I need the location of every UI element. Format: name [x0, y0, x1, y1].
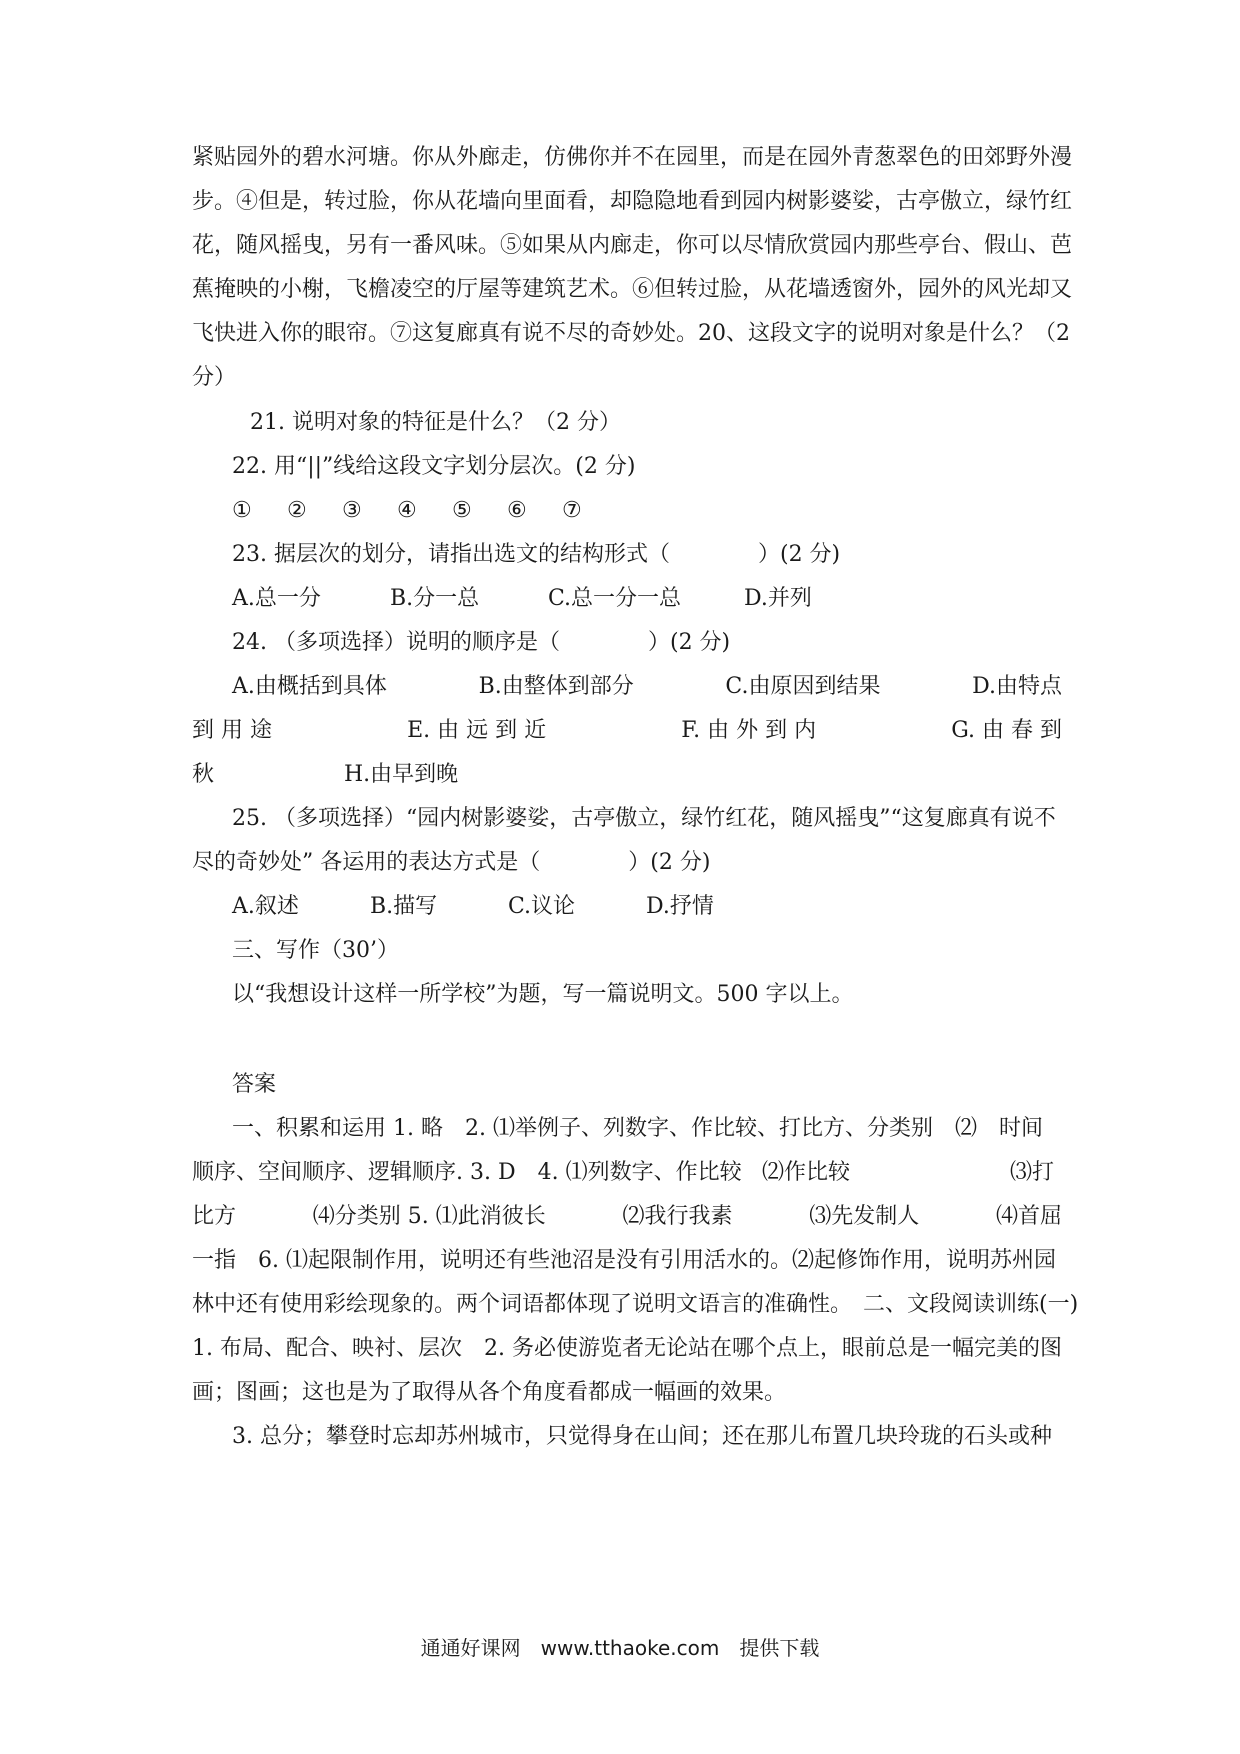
answers-line-2	[192, 1158, 1062, 1188]
option-d-cont: 到 用 途	[192, 718, 272, 743]
option-b: B.分一总	[390, 586, 480, 611]
answers-line-3-part-1: 比方	[192, 1204, 237, 1229]
question-24-options-row-2	[192, 716, 1062, 746]
option-d: D.由特点	[972, 674, 1062, 699]
question-21: 21. 说明对象的特征是什么？（2 分）	[250, 410, 621, 435]
answers-line-1: 一、积累和运用 1. 略 2. ⑴举例子、列数字、作比较、打比方、分类别 ⑵ 时间	[232, 1116, 1043, 1141]
circled-5: ⑤	[452, 498, 472, 523]
passage-line-4: 蕉掩映的小榭，飞檐凌空的厅屋等建筑艺术。⑥但转过脸，从花墙透窗外，园外的风光却又	[192, 277, 1073, 302]
circled-1: ①	[232, 498, 252, 523]
answers-line-8: 3. 总分；攀登时忘却苏州城市，只觉得身在山间；还在那儿布置几块玲珑的石头或种	[232, 1424, 1052, 1449]
answers-line-5: 林中还有使用彩绘现象的。两个词语都体现了说明文语言的准确性。 二、文段阅读训练(一)	[192, 1292, 1079, 1317]
question-24-options-row-1	[232, 672, 1062, 702]
writing-prompt: 以“我想设计这样一所学校”为题，写一篇说明文。500 字以上。	[232, 982, 854, 1007]
option-e: E. 由 远 到 近	[407, 718, 547, 743]
option-c: C.议论	[508, 894, 576, 919]
answers-line-3-part-2: ⑷分类别 5. ⑴此消彼长	[312, 1204, 546, 1229]
question-24: 24. （多项选择）说明的顺序是（ ）(2 分)	[232, 630, 731, 655]
question-24-options-row-3	[192, 760, 1062, 790]
option-d: D.并列	[744, 586, 812, 611]
passage-line-2: 步。④但是，转过脸，你从花墙向里面看，却隐隐地看到园内树影婆娑，古亭傲立，绿竹红	[192, 189, 1073, 214]
page-footer: 通通好课网 www.tthaoke.com 提供下载	[420, 1636, 820, 1660]
question-25-line-2: 尽的奇妙处” 各运用的表达方式是（ ）(2 分)	[192, 850, 711, 875]
passage-line-1: 紧贴园外的碧水河塘。你从外廊走，仿佛你并不在园里，而是在园外青葱翠色的田郊野外漫	[192, 145, 1073, 170]
question-23: 23. 据层次的划分，请指出选文的结构形式（ ）(2 分)	[232, 542, 841, 567]
option-a: A.由概括到具体	[232, 674, 387, 699]
circled-2: ②	[287, 498, 307, 523]
answers-line-2-part-3: ⑶打	[1010, 1160, 1055, 1185]
option-a: A.总一分	[232, 586, 321, 611]
circled-7: ⑦	[562, 498, 582, 523]
question-23-options	[232, 584, 1062, 614]
option-a: A.叙述	[232, 894, 299, 919]
writing-heading: 三、写作（30’）	[232, 938, 399, 963]
option-c: C.由原因到结果	[725, 674, 881, 699]
circled-6: ⑥	[507, 498, 527, 523]
answers-line-3-part-4: ⑶先发制人	[809, 1204, 920, 1229]
passage-line-3: 花，随风摇曳，另有一番风味。⑤如果从内廊走，你可以尽情欣赏园内那些亭台、假山、芭	[192, 233, 1073, 258]
answers-line-3-part-3: ⑵我行我素	[622, 1204, 733, 1229]
circled-4: ④	[397, 498, 417, 523]
option-f: F. 由 外 到 内	[681, 718, 817, 743]
option-b: B.由整体到部分	[478, 674, 634, 699]
option-c: C.总一分一总	[548, 586, 682, 611]
option-h: H.由早到晚	[344, 762, 459, 787]
circled-3: ③	[342, 498, 362, 523]
option-g: G. 由 春 到	[951, 718, 1062, 743]
passage-line-6: 分）	[192, 365, 237, 390]
circled-numbers	[232, 496, 1062, 526]
question-25-line-1: 25. （多项选择）“园内树影婆娑，古亭傲立，绿竹红花，随风摇曳”“这复廊真有说不	[232, 806, 1056, 831]
answers-heading: 答案	[232, 1072, 277, 1097]
answers-line-3	[192, 1202, 1062, 1232]
option-b: B.描写	[370, 894, 438, 919]
option-g-cont: 秋	[192, 762, 215, 787]
answers-line-2-part-2: ⑵作比较	[762, 1160, 851, 1185]
answers-line-3-part-5: ⑷首屈	[995, 1204, 1062, 1229]
question-22: 22. 用“||”线给这段文字划分层次。(2 分)	[232, 454, 636, 479]
answers-line-7: 画；图画；这也是为了取得从各个角度看都成一幅画的效果。	[192, 1380, 787, 1405]
passage-line-5: 飞快进入你的眼帘。⑦这复廊真有说不尽的奇妙处。20、这段文字的说明对象是什么？（2	[192, 321, 1070, 346]
answers-line-2-part-1: 顺序、空间顺序、逻辑顺序. 3. D 4. ⑴列数字、作比较	[192, 1160, 742, 1185]
question-25-options	[232, 892, 1062, 922]
answers-line-4: 一指 6. ⑴起限制作用，说明还有些池沼是没有引用活水的。⑵起修饰作用，说明苏州园	[192, 1248, 1056, 1273]
option-d: D.抒情	[646, 894, 714, 919]
answers-line-6: 1. 布局、配合、映衬、层次 2. 务必使游览者无论站在哪个点上，眼前总是一幅完美的图	[192, 1336, 1062, 1361]
